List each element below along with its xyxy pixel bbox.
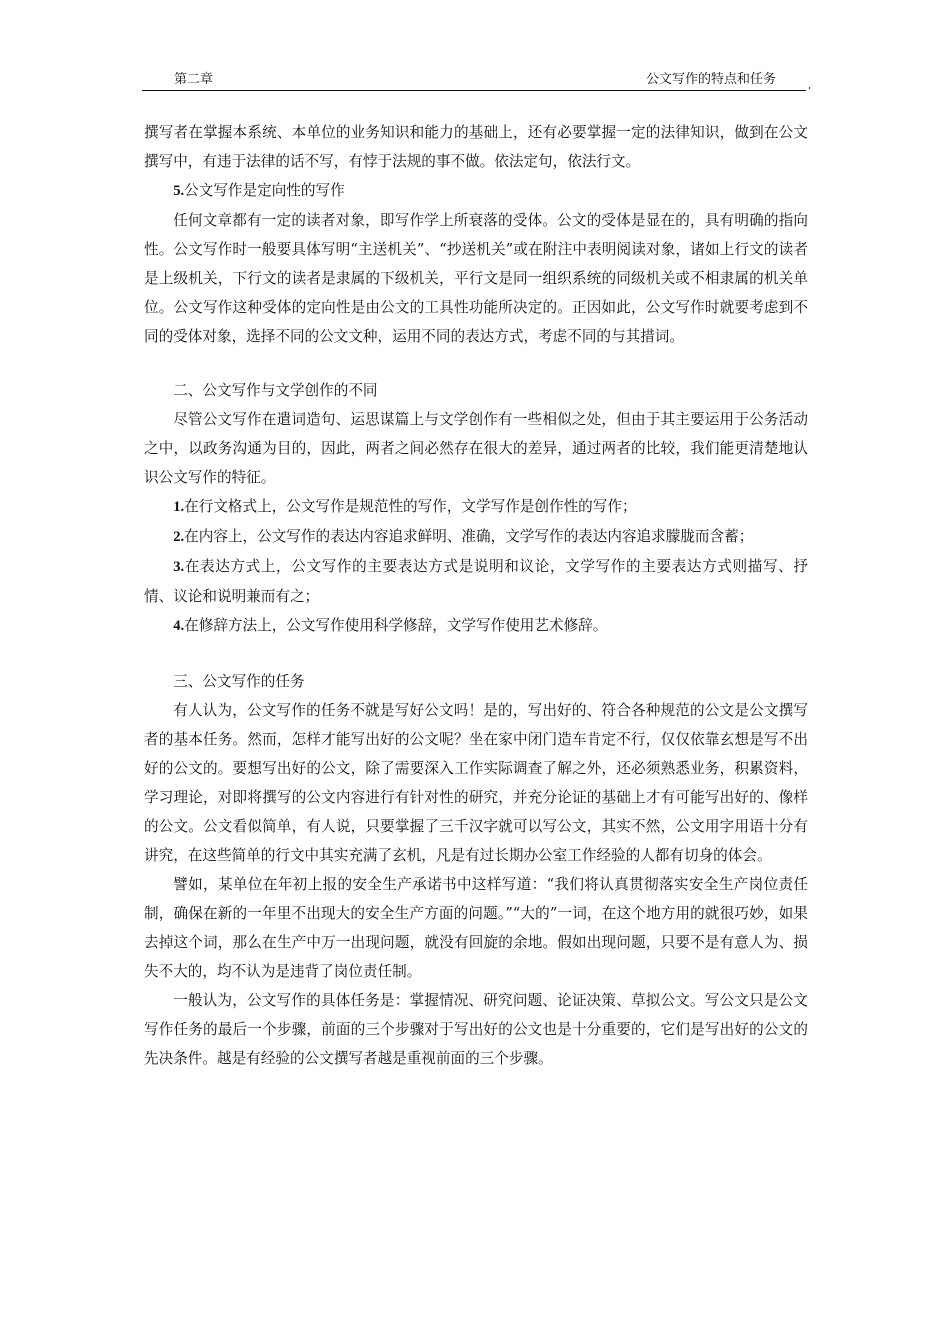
list-item [144,552,808,611]
header-chapter: 第二章 [174,72,214,87]
paragraph-law-knowledge: 撰写者在掌握本系统、本单位的业务知识和能力的基础上，还有必要掌握一定的法律知识，做到在公文撰写中，有违于法律的话不写，有悖于法规的事不做。依法定句，依法行文。 [144,124,808,170]
item-text: 在表达方式上，公文写作的主要表达方式是说明和议论，文学写作的主要表达方式则描写、抒情、议论和说明兼而有之； [144,558,808,605]
item-number: 2. [173,529,185,545]
item-5 [144,176,808,206]
section-heading-3: 三、公文写作的任务 [173,673,305,690]
paragraph-task-intro: 有人认为，公文写作的任务不就是写好公文吗！是的，写出好的、符合各种规范的公文是公文撰写者的基本任务。然而，怎样才能写出好的公文呢？坐在家中闭门造车肯定不行，仅仅依靠玄想是写不出好的公文的。要想写出好的公文，除了需要深入工作实际调查了解之外，还必须熟悉业务，积累资料，学习理论，对即将撰写的公文内容进行有针对性的研究，并充分论证的基础上才有可能写出好的、像样的公文。公文看似简单，有人说，只要掌握了三千汉字就可以写公文，其实不然，公文用字用语十分有讲究，在这些简单的行文中其实充满了玄机，凡是有过长期办公室工作经验的人都有切身的体会。 [144,702,808,864]
item-number: 4. [173,618,185,634]
item-number: 5. [173,183,185,199]
list-item [144,611,808,641]
list-item [144,522,808,552]
list-item [144,492,808,522]
document-body [144,118,808,1073]
header-title: 公文写作的特点和任务 [645,72,776,87]
page-header [142,70,806,90]
header-mark: , [808,80,812,91]
item-number: 1. [173,499,185,515]
item-text: 在内容上，公文写作的表达内容追求鲜明、准确，文学写作的表达内容追求朦胧而含蓄； [184,528,754,545]
item-text: 公文写作是定向性的写作 [184,182,345,199]
item-text: 在修辞方法上，公文写作使用科学修辞，文学写作使用艺术修辞。 [184,617,608,634]
header-rule [142,90,806,91]
paragraph-directional-writing: 任何文章都有一定的读者对象，即写作学上所衰落的受体。公文的受体是显在的，具有明确的指向性。公文写作时一般要具体写明“主送机关”、“抄送机关”或在附注中表明阅读对象，诸如上行文的读者是上级机关，下行文的读者是隶属的下级机关，平行文是同一组织系统的同级机关或不相隶属的机关单位。公文写作这种受体的定向性是由公文的工具性功能所决定的。正因如此，公文写作时就要考虑到不同的受体对象，选择不同的公文文种，运用不同的表达方式，考虑不同的与其措词。 [144,212,808,345]
section-spacer [144,351,808,376]
paragraph-comparison-intro: 尽管公文写作在遣词造句、运思谋篇上与文学创作有一些相似之处，但由于其主要运用于公务活动之中，以政务沟通为目的，因此，两者之间必然存在很大的差异，通过两者的比较，我们能更清楚地认识公文写作的特征。 [144,411,808,486]
section-heading-2: 二、公文写作与文学创作的不同 [173,382,378,399]
item-text: 在行文格式上，公文写作是规范性的写作，文学写作是创作性的写作； [184,498,637,515]
paragraph-example: 譬如，某单位在年初上报的安全生产承诺书中这样写道：“我们将认真贯彻落实安全生产岗位责任制，确保在新的一年里不出现大的安全生产方面的问题。”“大的”一词，在这个地方用的就很巧妙，如果去掉这个词，那么在生产中万一出现问题，就没有回旋的余地。假如出现问题，只要不是有意人为、损失不大的，均不认为是违背了岗位责任制。 [144,876,808,980]
paragraph-specific-tasks: 一般认为，公文写作的具体任务是：掌握情况、研究问题、论证决策、草拟公文。写公文只是公文写作任务的最后一个步骤，前面的三个步骤对于写出好的公文也是十分重要的，它们是写出好的公文的先决条件。越是有经验的公文撰写者越是重视前面的三个步骤。 [144,992,808,1067]
section-spacer [144,641,808,667]
item-number: 3. [173,559,185,575]
